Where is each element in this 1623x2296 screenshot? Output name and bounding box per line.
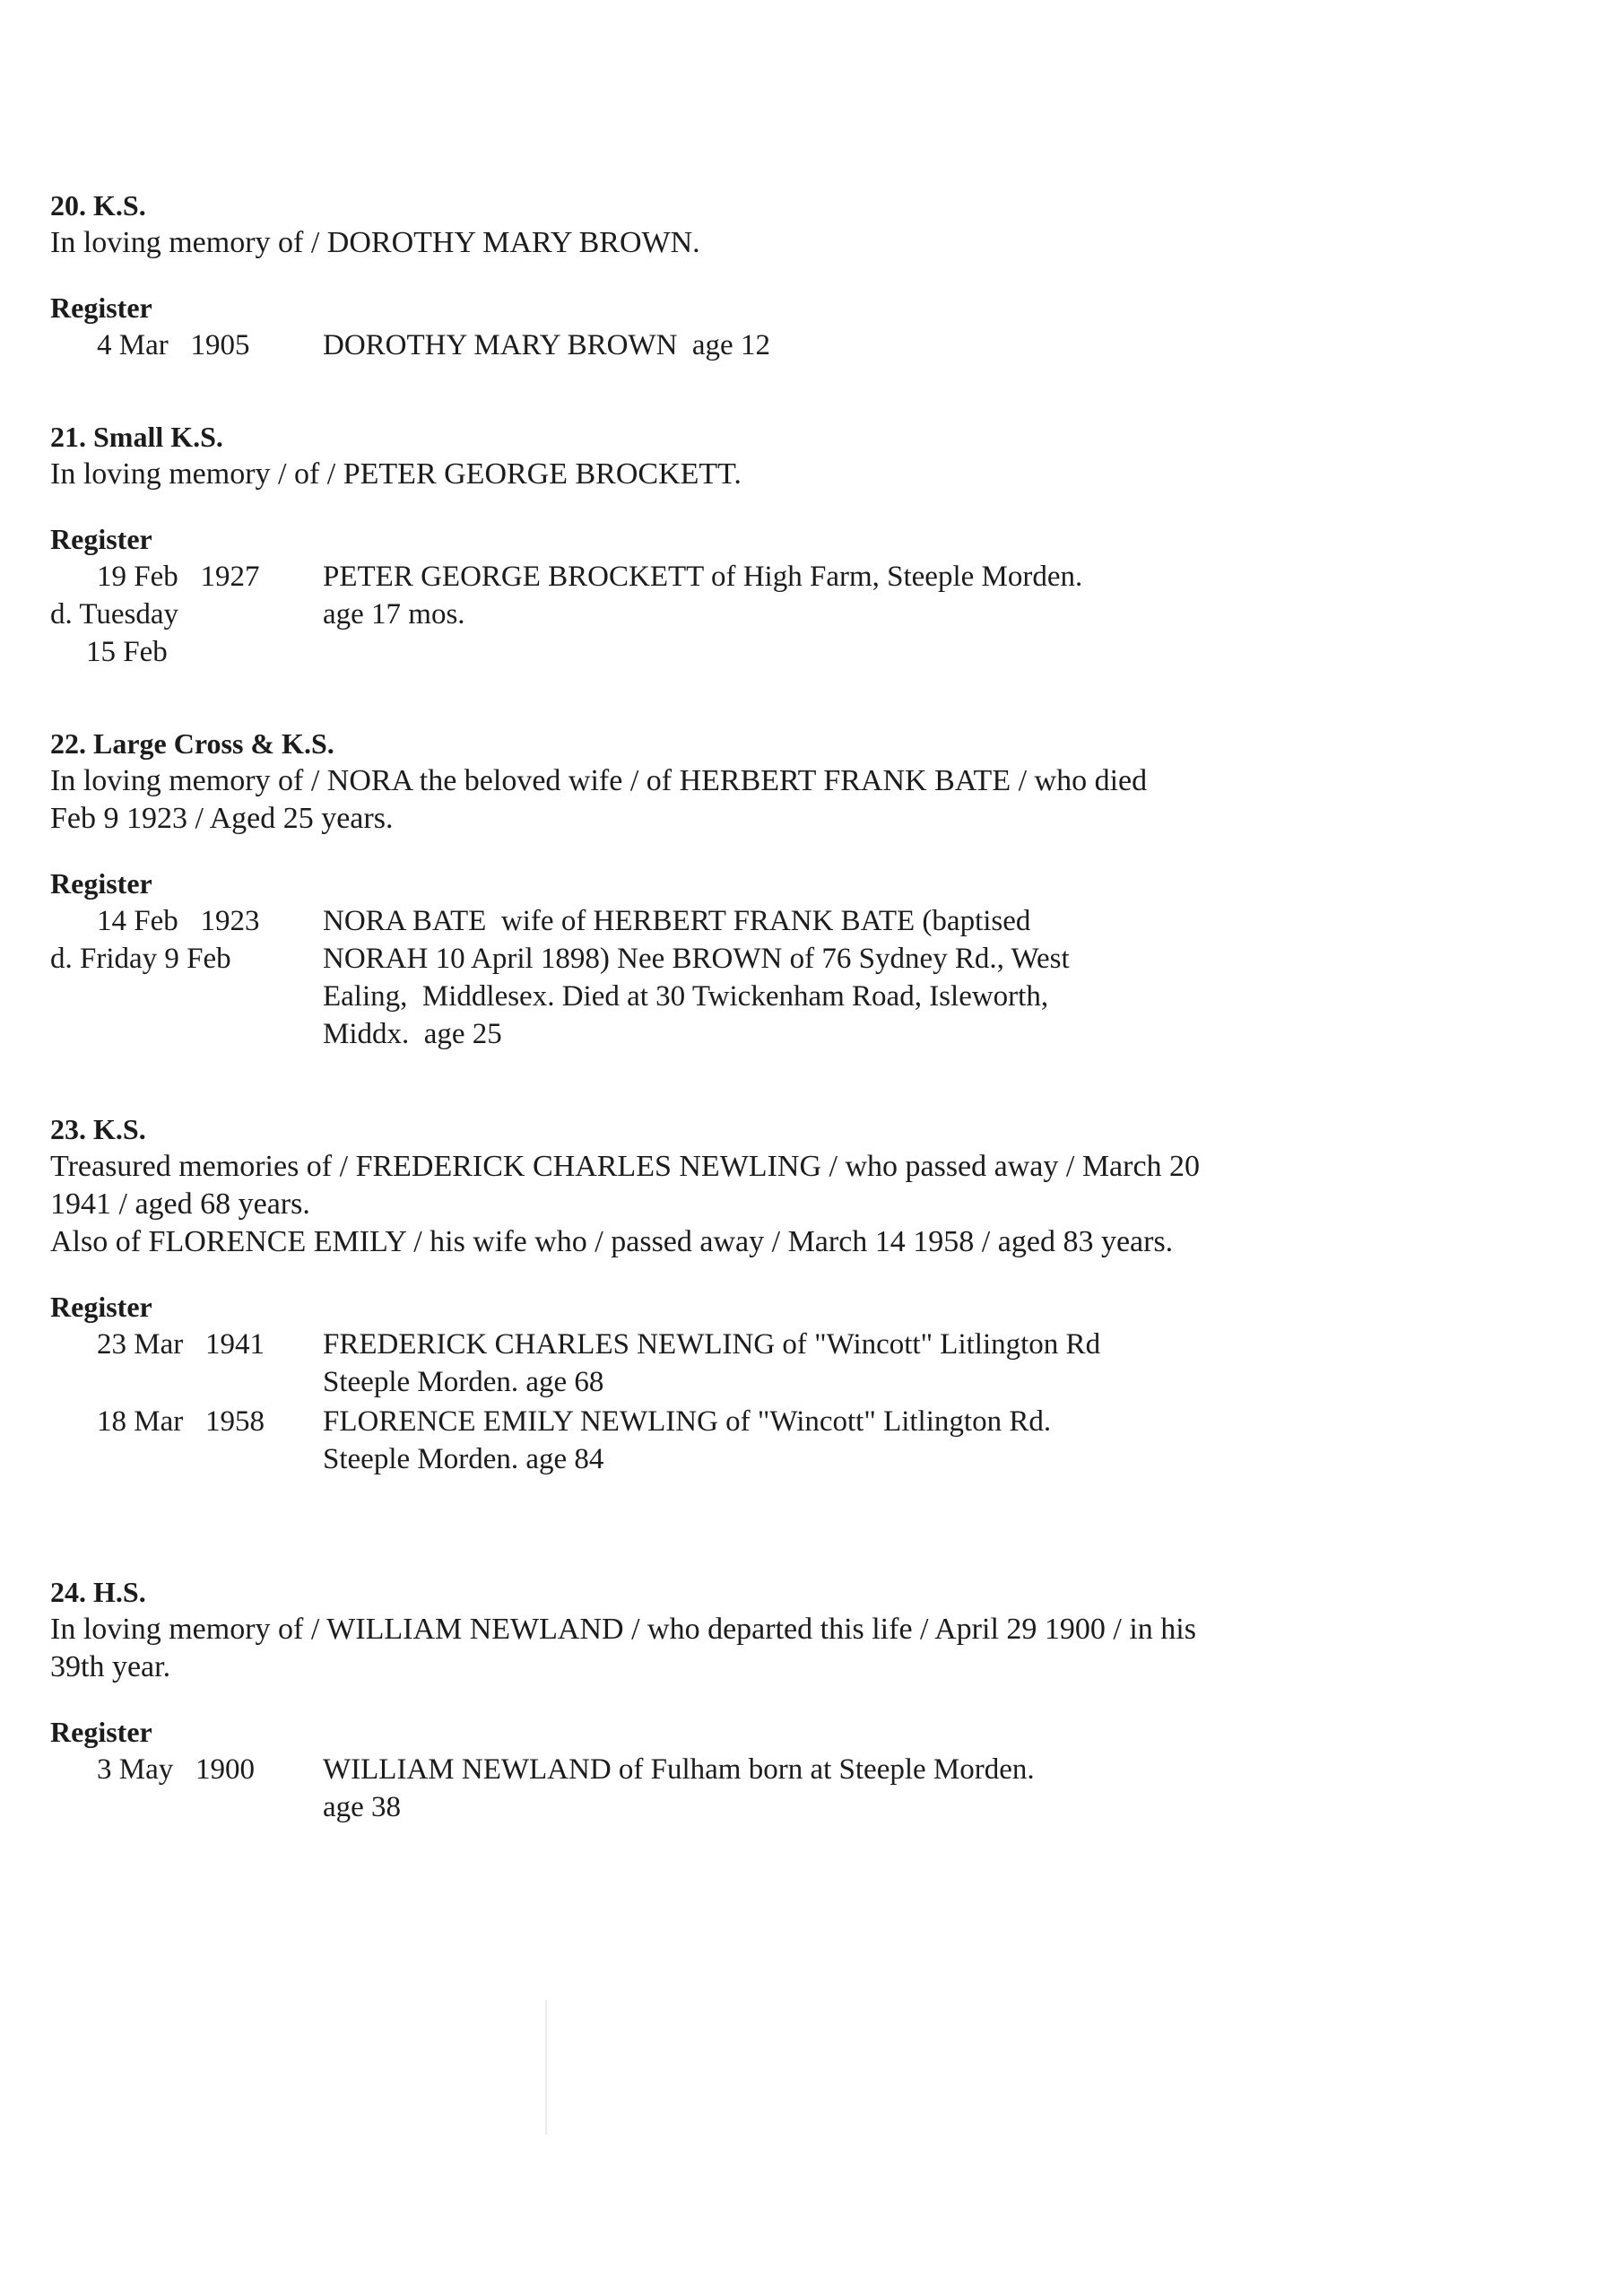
entry-heading: 21. Small K.S. xyxy=(50,421,223,453)
register-date xyxy=(50,1751,323,1788)
register-line: NORA BATE wife of HERBERT FRANK BATE (baptised xyxy=(323,905,1031,937)
register-record xyxy=(50,902,1306,1053)
entry-heading: 24. H.S. xyxy=(50,1576,146,1608)
register-date xyxy=(50,558,323,671)
register-details xyxy=(323,558,1306,633)
register-record xyxy=(50,326,1306,364)
inscription-line: 39th year. xyxy=(50,1650,171,1683)
inscription-line: In loving memory / of / PETER GEORGE BROCKETT. xyxy=(50,457,742,491)
inscription xyxy=(50,456,1306,493)
register-date xyxy=(50,326,323,364)
register-label: Register xyxy=(50,523,152,555)
register-date xyxy=(50,1403,323,1440)
entry-heading: 20. K.S. xyxy=(50,189,146,222)
memorial-entry-20 xyxy=(50,187,1306,364)
register-line: Steeple Morden. age 68 xyxy=(323,1366,604,1398)
inscription-line: In loving memory of / WILLIAM NEWLAND / who departed this life / April 29 1900 / in his xyxy=(50,1613,1196,1646)
register-line: Steeple Morden. age 84 xyxy=(323,1443,604,1475)
burial-date: 4 Mar 1905 xyxy=(97,329,250,361)
register-record xyxy=(50,1751,1306,1826)
register-label: Register xyxy=(50,867,152,900)
register-line: WILLIAM NEWLAND of Fulham born at Steeple Morden. xyxy=(323,1753,1035,1786)
register-line: FLORENCE EMILY NEWLING of "Wincott" Litlington Rd. xyxy=(323,1405,1052,1438)
inscription xyxy=(50,224,1306,262)
burial-date: 14 Feb 1923 xyxy=(97,905,260,937)
register-line: DOROTHY MARY BROWN age 12 xyxy=(323,329,770,361)
scan-artifact xyxy=(545,2000,547,2135)
register-line: PETER GEORGE BROCKETT of High Farm, Steeple Morden. xyxy=(323,561,1083,593)
register-line: NORAH 10 April 1898) Nee BROWN of 76 Sydney Rd., West xyxy=(323,943,1070,975)
register-label: Register xyxy=(50,1291,152,1323)
register-line: Ealing, Middlesex. Died at 30 Twickenham Road, Isleworth, xyxy=(323,980,1049,1013)
memorial-entry-23 xyxy=(50,1110,1306,1478)
register-records xyxy=(50,326,1306,364)
register-label: Register xyxy=(50,1716,152,1748)
register-records xyxy=(50,902,1306,1053)
inscription-line: In loving memory of / NORA the beloved wife / of HERBERT FRANK BATE / who died xyxy=(50,764,1148,797)
register-line: age 38 xyxy=(323,1791,402,1823)
burial-date: 18 Mar 1958 xyxy=(97,1405,265,1438)
inscription xyxy=(50,1611,1306,1686)
burial-date: 19 Feb 1927 xyxy=(97,561,260,593)
register-details xyxy=(323,326,1306,364)
register-details xyxy=(323,1403,1306,1478)
register-details xyxy=(323,1751,1306,1826)
register-records xyxy=(50,1326,1306,1478)
burial-date: 23 Mar 1941 xyxy=(97,1328,265,1361)
entry-heading: 22. Large Cross & K.S. xyxy=(50,727,334,760)
register-date xyxy=(50,1326,323,1363)
register-details xyxy=(323,902,1306,1053)
inscription-line: Also of FLORENCE EMILY / his wife who / passed away / March 14 1958 / aged 83 years. xyxy=(50,1225,1174,1258)
inscription-line: Treasured memories of / FREDERICK CHARLES NEWLING / who passed away / March 20 xyxy=(50,1150,1201,1183)
register-line: age 17 mos. xyxy=(323,598,465,631)
register-line: FREDERICK CHARLES NEWLING of "Wincott" Litlington Rd xyxy=(323,1328,1101,1361)
register-details xyxy=(323,1326,1306,1401)
burial-date: 3 May 1900 xyxy=(97,1753,255,1786)
register-line: Middx. age 25 xyxy=(323,1018,502,1050)
death-day: d. Tuesday xyxy=(50,598,179,631)
register-record xyxy=(50,1326,1306,1401)
register-record xyxy=(50,1403,1306,1478)
memorial-entry-21 xyxy=(50,418,1306,671)
inscription-line: Feb 9 1923 / Aged 25 years. xyxy=(50,802,394,835)
register-record xyxy=(50,558,1306,671)
register-date xyxy=(50,902,323,978)
death-date: d. Friday 9 Feb xyxy=(50,943,231,975)
inscription xyxy=(50,762,1306,838)
memorial-entry-22 xyxy=(50,725,1306,1053)
inscription-line: 1941 / aged 68 years. xyxy=(50,1187,310,1221)
register-label: Register xyxy=(50,291,152,324)
inscription xyxy=(50,1148,1306,1261)
inscription-line: In loving memory of / DOROTHY MARY BROWN. xyxy=(50,226,700,259)
memorial-entry-24 xyxy=(50,1573,1306,1826)
register-records xyxy=(50,558,1306,671)
death-date: 15 Feb xyxy=(86,636,168,668)
register-records xyxy=(50,1751,1306,1826)
entry-heading: 23. K.S. xyxy=(50,1113,146,1145)
